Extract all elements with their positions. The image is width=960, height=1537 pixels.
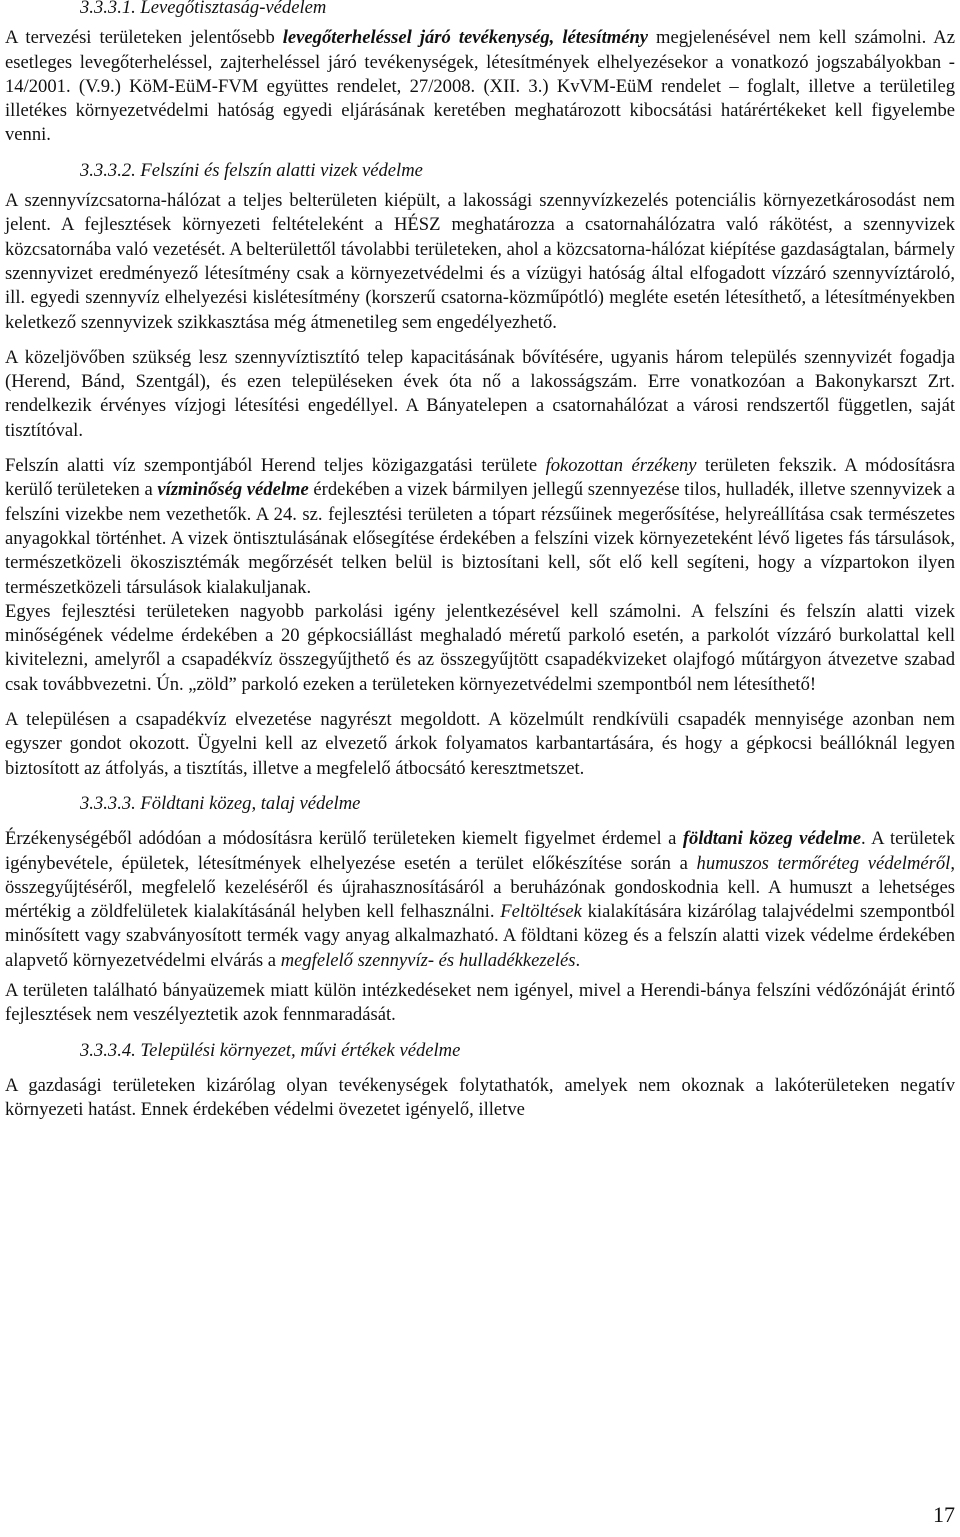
section-heading-soil-protection: 3.3.3.3. Földtani közeg, talaj védelme: [80, 792, 361, 814]
section-heading-air-quality: 3.3.3.1. Levegőtisztaság-védelem: [80, 0, 327, 18]
paragraph-soil: [5, 827, 955, 973]
text-run: . A területek igénybevétele, épületek, létesítmények elhelyezése esetén a terület előkészítése során a: [5, 828, 955, 874]
emphasis-geological-medium: földtani közeg védelme: [682, 828, 862, 850]
emphasis-humus: humuszos termőréteg védelméről: [696, 852, 951, 874]
paragraph-mining: A területen található bányaüzemek miatt külön intézkedéseket nem igényel, mivel a Herendi-bánya felszíni védőzónáját érintő fejlesztések nem veszélyeztetik azok fennmaradását.: [5, 979, 955, 1026]
paragraph-treatment-plant: A közeljövőben szükség lesz szennyvíztisztító telep kapacitásának bővítésére, ugyanis három település szennyvizét fogadja (Herend, Bánd, Szentgál), és ezen településeken évek óta nő a lakosságszám. Erre vonatkozóan a Bakonykarszt Zrt. rendelkezik érvényes vízjogi létesítési engedéllyel. A Bányatelepen a csatornahálózat a városi rendszertől független, saját tisztítóval.: [5, 346, 955, 441]
emphasis-air-pollution: levegőterheléssel járó tevékenység, létesítmény: [282, 27, 649, 49]
paragraph-stormwater: A településen a csapadékvíz elvezetése nagyrészt megoldott. A közelmúlt rendkívüli csapadék mennyisége azonban nem egyszer gondot okozott. Ügyelni kell az elvezető árkok folyamatos karbantartására, és hogy a gépkocsi beállóknál legyen biztosított az átfolyás, a tisztítás, illetve a megfelelő átbocsátó keresztmetszet.: [5, 709, 955, 779]
paragraph-air-emissions: [5, 26, 955, 147]
text-run: Érzékenységéből adódóan a módosításra kerülő területeken kiemelt figyelmet érdemel a: [5, 828, 683, 850]
document-body: [5, 0, 955, 1128]
text-run: kialakítására kizárólag talajvédelmi szempontból minősített vagy szabványosított termék vagy anyag alkalmazható. A földtani közeg és a felszín alatti vizek védelme érdekében alapvető környezetvédelmi elvárás a: [5, 901, 955, 971]
text-run: megjelenésével nem kell számolni. Az esetleges levegőterheléssel, zajterheléssel járó tevékenységek, létesítmények elhelyezésekor a vonatkozó jogszabályokban - 14/2001. (V.9.) KöM-EüM-FVM együttes rendelet, 27/2008. (XII. 3.) KvVM-EüM rendelet – foglalt, illetve a területileg illetékes környezetvédelmi hatóság egyedi eljárásának keretében meghatározott kibocsátási határértékeket kell figyelembe venni.: [5, 27, 955, 146]
emphasis-water-quality: vízminőség védelme: [157, 479, 309, 501]
text-run: .: [575, 949, 581, 971]
paragraph-parking: Egyes fejlesztési területeken nagyobb parkolási igény jelentkezésével kell számolni. A felszíni és felszín alatti vizek minőségének védelme érdekében a 20 gépkocsiállást meghaladó méretű parkoló esetén, a parkolót vízzáró burkolattal kell kivitelezni, amelyről a csapadékvíz összegyűjthető és az összegyűjtött csapadékvizeket olajfogó műtárgyon átvezetve szabad csak továbbvezetni. Ún. „zöld” parkoló ezeken a területeken környezetvédelmi szempontból nem létesíthető!: [5, 600, 955, 695]
text-run: A tervezési területeken jelentősebb: [5, 27, 283, 49]
section-heading-built-environment: 3.3.3.4. Települési környezet, művi értékek védelme: [80, 1039, 461, 1061]
emphasis-sensitive: fokozottan érzékeny: [545, 455, 697, 477]
page-number: 17: [933, 1502, 955, 1527]
emphasis-fills: Feltöltések: [500, 901, 582, 923]
paragraph-sewer-network: A szennyvízcsatorna-hálózat a teljes belterületen kiépült, a lakossági szennyvízkezelés potenciális környezetkárosodást nem jelent. A fejlesztések környezeti feltételeként a HÉSZ meghatározza a csatornahálózatra való rákötést, a szennyvizek közcsatornába való vezetését. A belterülettől távolabbi területeken, ahol a közcsatorna-hálózat kiépítése gazdaságtalan, bármely szennyvizet eredményező létesítmény csak a környezetvédelmi és a vízügyi hatóság által elfogadott vízzáró szennyvíztároló, ill. egyedi szennyvíz elhelyezési kislétesítmény (korszerű csatorna-közműpótló) megléte esetén létesíthető, a létesítményekben keletkező szennyvizek szikkasztása még átmenetileg sem engedélyezhető.: [5, 190, 955, 333]
text-run: Felszín alatti víz szempontjából Herend teljes közigazgatási területe: [5, 455, 546, 477]
paragraph-economic-areas: A gazdasági területeken kizárólag olyan tevékenységek folytathatók, amelyek nem okoznak a lakóterületeken negatív környezeti hatást. Ennek érdekében védelmi övezetet igényelő, illetve: [5, 1074, 955, 1121]
emphasis-waste-handling: megfelelő szennyvíz- és hulladékkezelés: [280, 949, 576, 971]
text-run: érdekében a vizek bármilyen jellegű szennyezése tilos, hulladék, illetve szennyvizek a felszíni vizekbe nem vezethetők. A 24. sz. fejlesztési területen a tópart rézsűinek megerősítése, helyreállítása csak természetes anyagokkal történhet. A vizek öntisztulásának elősegítése érdekében a felszíni vizek környezeteként lévő ligetes fás társulások, természetközeli ökoszisztémák megőrzését telken belül is biztosítani kell, sőt elő kell segíteni, hogy a vízpartokon ilyen természetközeli társulások kialakuljanak.: [5, 479, 955, 598]
text-run: , összegyűjtéséről, megfelelő kezeléséről és újrahasznosításáról a beruházónak gondoskodnia kell. A humuszt a lehetséges mértékig a zöldfelületek kialakításánál helyben kell felhasználni.: [5, 852, 955, 923]
text-run: területen fekszik. A módosításra kerülő területeken a: [5, 455, 955, 501]
paragraph-groundwater: [5, 454, 955, 600]
section-heading-water-protection: 3.3.3.2. Felszíni és felszín alatti vizek védelme: [80, 159, 423, 181]
